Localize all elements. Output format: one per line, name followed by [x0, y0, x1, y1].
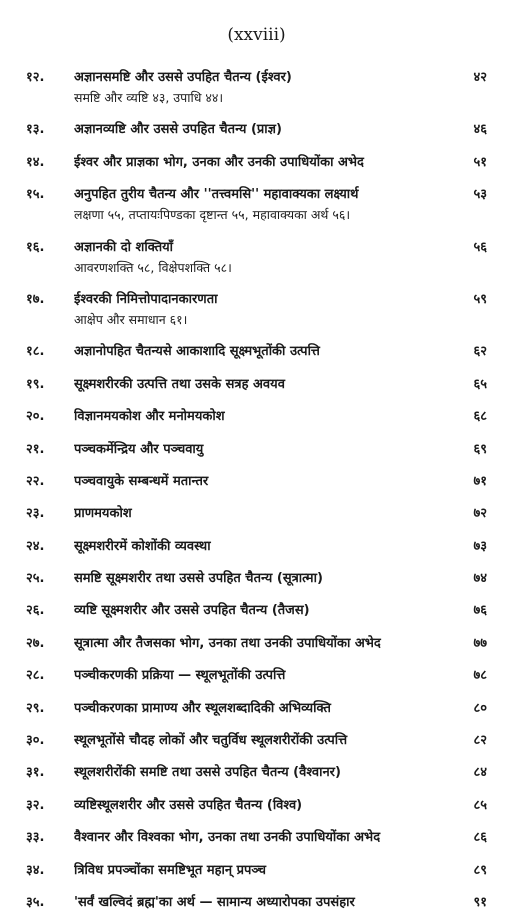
entry-page-number: ५९	[473, 291, 487, 307]
entry-title: स्थूलभूतोंसे चौदह लोकों और चतुर्विध स्थूलशरीरोंकी उत्पत्ति	[74, 733, 348, 749]
toc-entry	[26, 238, 487, 278]
entry-page-number: ७६	[473, 603, 487, 619]
toc-entry-row	[26, 699, 487, 719]
entry-number: २९.	[26, 700, 45, 716]
toc-entry-row	[26, 290, 487, 310]
entry-subtopics: लक्षणा ५५, तप्तायःपिण्डका दृष्टान्त ५५, महावाक्यका अर्थ ५६।	[74, 207, 351, 223]
toc-entry-row	[26, 763, 487, 783]
entry-title: सूक्ष्मशरीरमें कोशोंकी व्यवस्था	[74, 538, 211, 554]
entry-page-number: ८९	[473, 862, 487, 878]
entry-number: ३५.	[26, 894, 45, 910]
entry-title: स्थूलशरीरोंकी समष्टि तथा उससे उपहित चैतन्य (वैश्वानर)	[74, 765, 341, 781]
toc-entry	[26, 537, 487, 557]
entry-number: १८.	[26, 344, 45, 360]
toc-entry-row	[26, 861, 487, 881]
toc-entry-row	[26, 238, 487, 258]
entry-number: २७.	[26, 635, 45, 651]
toc-entry	[26, 120, 487, 140]
entry-number: १२.	[26, 70, 45, 85]
entry-title: अज्ञानव्यष्टि और उससे उपहित चैतन्य (प्राज्ञ)	[74, 122, 282, 138]
entry-page-number: ४२	[473, 70, 487, 85]
entry-title: अनुपहित तुरीय चैतन्य और ''तत्त्वमसि'' महावाक्यका लक्ष्यार्थ	[74, 187, 359, 203]
entry-number: ३२.	[26, 797, 45, 813]
entry-number: २१.	[26, 441, 45, 457]
entry-page-number: ८६	[473, 830, 487, 846]
entry-page-number: ६९	[473, 441, 487, 457]
entry-page-number: ७७	[473, 635, 487, 651]
entry-number: २०.	[26, 409, 45, 425]
entry-page-number: ८२	[473, 733, 487, 749]
entry-page-number: ७४	[473, 571, 487, 587]
toc-entry-row	[26, 828, 487, 848]
entry-number: १६.	[26, 239, 45, 255]
entry-page-number: ७२	[473, 506, 487, 522]
toc-entry-row	[26, 342, 487, 362]
entry-number: १५.	[26, 187, 45, 203]
entry-title: पञ्चीकरणका प्रामाण्य और स्थूलशब्दादिकी अभिव्यक्ति	[74, 700, 331, 716]
entry-title: अज्ञानोपहित चैतन्यसे आकाशादि सूक्ष्मभूतोंकी उत्पत्ति	[74, 344, 320, 360]
entry-title: सूत्रात्मा और तैजसका भोग, उनका तथा उनकी उपाधियोंका अभेद	[74, 635, 381, 651]
entry-number: ३१.	[26, 765, 45, 781]
toc-entry	[26, 472, 487, 492]
toc-entry-row	[26, 407, 487, 427]
toc-entry	[26, 828, 487, 848]
entry-page-number: ६५	[473, 376, 487, 392]
entry-number: १३.	[26, 122, 45, 138]
entry-title: व्यष्टि सूक्ष्मशरीर और उससे उपहित चैतन्य (तैजस)	[74, 603, 310, 619]
entry-page-number: ६२	[473, 344, 487, 360]
entry-number: ३०.	[26, 733, 45, 749]
entry-title: ईश्वर और प्राज्ञका भोग, उनका और उनकी उपाधियोंका अभेद	[74, 154, 364, 170]
toc-entry	[26, 342, 487, 362]
toc-entry-row	[26, 375, 487, 395]
toc-entry-row	[26, 796, 487, 816]
entry-title: ईश्वरकी निमित्तोपादानकारणता	[74, 291, 218, 307]
entry-number: २६.	[26, 603, 45, 619]
entry-page-number: ५६	[473, 239, 487, 255]
entry-title: अज्ञानसमष्टि और उससे उपहित चैतन्य (ईश्वर)	[74, 70, 292, 85]
entry-page-number: ५३	[473, 187, 487, 203]
toc-entry	[26, 666, 487, 686]
toc-entry	[26, 440, 487, 460]
entry-subtopics: समष्टि और व्यष्टि ४३, उपाधि ४४।	[74, 90, 224, 105]
toc-entry-row	[26, 634, 487, 654]
toc-entry-row	[26, 153, 487, 173]
toc-entry	[26, 407, 487, 427]
toc-entry-row	[26, 68, 487, 88]
toc-entry	[26, 699, 487, 719]
entry-page-number: ७८	[473, 668, 487, 684]
entry-number: २४.	[26, 538, 45, 554]
entry-number: १७.	[26, 291, 45, 307]
toc-entry	[26, 375, 487, 395]
toc-entry-row	[26, 731, 487, 751]
entry-title: वैश्वानर और विश्वका भोग, उनका तथा उनकी उपाधियोंका अभेद	[74, 830, 381, 846]
entry-title: पञ्चकर्मेन्द्रिय और पञ्चवायु	[74, 441, 204, 457]
toc-entry-row	[26, 472, 487, 492]
entry-number: २३.	[26, 506, 45, 522]
entry-number: १४.	[26, 154, 45, 170]
entry-page-number: ७३	[473, 538, 487, 554]
entry-title: प्राणमयकोश	[74, 506, 132, 522]
entry-title: समष्टि सूक्ष्मशरीर तथा उससे उपहित चैतन्य (सूत्रात्मा)	[74, 571, 323, 587]
entry-title: विज्ञानमयकोश और मनोमयकोश	[74, 409, 225, 425]
entry-page-number: ७१	[473, 473, 487, 489]
entry-page-number: ५१	[473, 154, 487, 170]
entry-number: २५.	[26, 571, 45, 587]
toc-entry	[26, 861, 487, 881]
page-number: (xxviii)	[227, 25, 286, 45]
toc-entry-row	[26, 504, 487, 524]
entry-number: २८.	[26, 668, 45, 684]
entry-title: व्यष्टिस्थूलशरीर और उससे उपहित चैतन्य (विश्व)	[74, 797, 303, 813]
entry-number: २२.	[26, 473, 45, 489]
entry-page-number: ९१	[473, 894, 487, 910]
toc-entry-row	[26, 666, 487, 686]
toc-entry-row	[26, 569, 487, 589]
toc-entry-row	[26, 537, 487, 557]
toc-entry	[26, 763, 487, 783]
entry-page-number: ८०	[473, 700, 487, 716]
entry-title: पञ्चवायुके सम्बन्धमें मतान्तर	[74, 473, 209, 489]
table-of-contents	[26, 68, 487, 913]
toc-entry	[26, 185, 487, 225]
entry-number: १९.	[26, 376, 45, 392]
entry-title: पञ्चीकरणकी प्रक्रिया — स्थूलभूतोंकी उत्पत्ति	[74, 668, 286, 684]
toc-entry	[26, 731, 487, 751]
entry-subtopics: आक्षेप और समाधान ६१।	[74, 311, 188, 327]
entry-page-number: ६८	[473, 409, 487, 425]
toc-entry-row	[26, 601, 487, 621]
toc-entry	[26, 68, 487, 108]
toc-entry-row	[26, 120, 487, 140]
entry-title: त्रिविध प्रपञ्चोंका समष्टिभूत महान् प्रपञ्च	[74, 862, 267, 878]
entry-page-number: ८५	[473, 797, 487, 813]
toc-entry	[26, 601, 487, 621]
toc-entry	[26, 569, 487, 589]
toc-entry-row	[26, 185, 487, 205]
entry-title: अज्ञानकी दो शक्तियाँ	[74, 239, 174, 255]
toc-entry	[26, 893, 487, 913]
entry-title: 'सर्वं खल्विदं ब्रह्म'का अर्थ — सामान्य अध्यारोपका उपसंहार	[74, 894, 355, 910]
toc-entry	[26, 634, 487, 654]
toc-entry-row	[26, 440, 487, 460]
toc-entry	[26, 504, 487, 524]
entry-page-number: ४६	[473, 122, 487, 138]
entry-number: ३४.	[26, 862, 45, 878]
toc-entry-row	[26, 893, 487, 913]
entry-title: सूक्ष्मशरीरकी उत्पत्ति तथा उसके सत्रह अवयव	[74, 376, 285, 392]
toc-entry	[26, 153, 487, 173]
toc-entry	[26, 796, 487, 816]
entry-subtopics: आवरणशक्ति ५८, विक्षेपशक्ति ५८।	[74, 259, 232, 275]
entry-page-number: ८४	[473, 765, 487, 781]
entry-number: ३३.	[26, 830, 45, 846]
toc-entry	[26, 290, 487, 330]
